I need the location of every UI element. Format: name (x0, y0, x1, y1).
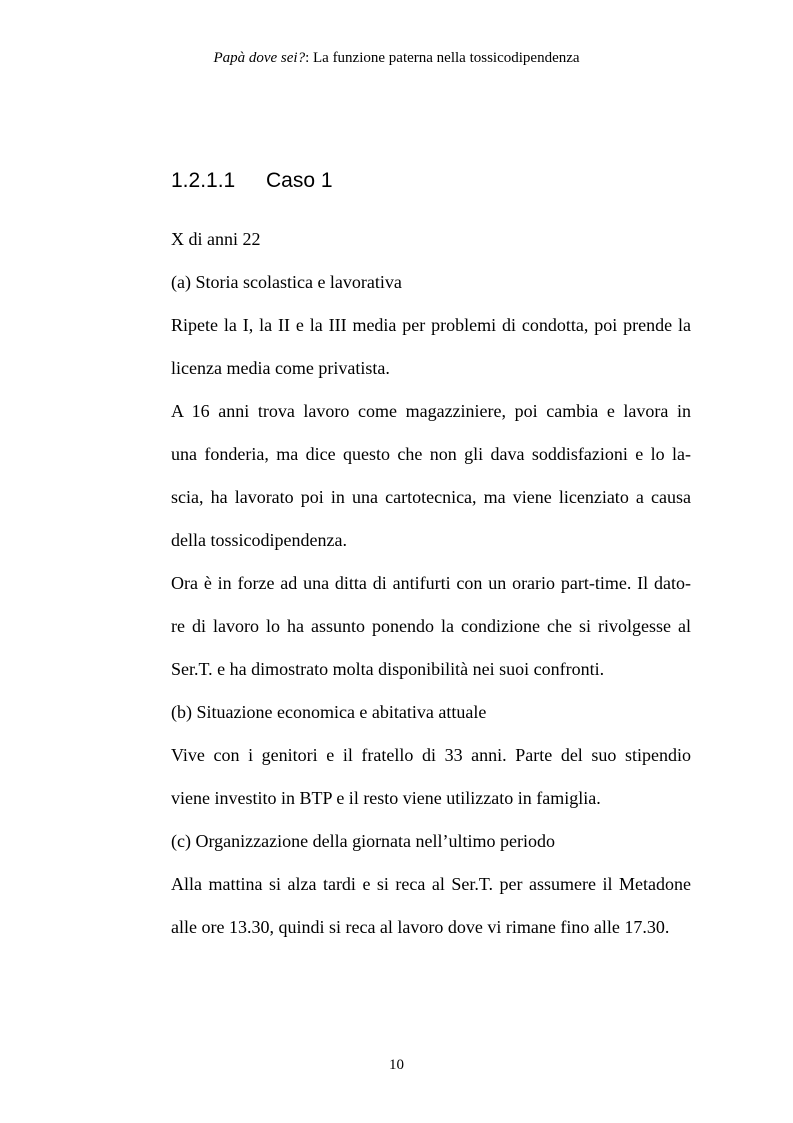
subheading-school-work: (a) Storia scolastica e lavorativa (171, 272, 402, 292)
paragraph-line: A 16 anni trova lavoro come magazziniere, poi cambia e lavora in (171, 401, 691, 421)
paragraph-line: della tossicodipendenza. (171, 530, 347, 550)
paragraph-line: re di lavoro lo ha assunto ponendo la condizione che si rivolgesse al (171, 616, 691, 636)
section-title: Caso 1 (266, 169, 333, 192)
paragraph-line: una fonderia, ma dice questo che non gli dava soddisfazioni e lo la- (171, 444, 691, 464)
subheading-daily-organization: (c) Organizzazione della giornata nell’ultimo periodo (171, 831, 556, 851)
paragraph-line: Ser.T. e ha dimostrato molta disponibilità nei suoi confronti. (171, 659, 605, 679)
paragraph-line: alle ore 13.30, quindi si reca al lavoro dove vi rimane fino alle 17.30. (171, 917, 670, 937)
section-number: 1.2.1.1 (171, 169, 236, 192)
running-header-subtitle: : La funzione paterna nella tossicodipendenza (305, 50, 580, 66)
running-header (0, 49, 793, 67)
paragraph-line: scia, ha lavorato poi in una cartotecnica, ma viene licenziato a causa (171, 487, 691, 507)
paragraph-line: viene investito in BTP e il resto viene utilizzato in famiglia. (171, 788, 601, 808)
subject-line: X di anni 22 (171, 229, 261, 249)
paragraph-line: Ripete la I, la II e la III media per problemi di condotta, poi prende la (171, 315, 691, 335)
subheading-economic-housing: (b) Situazione economica e abitativa attuale (171, 702, 487, 722)
running-header-title: Papà dove sei? (213, 50, 306, 66)
paragraph-line: Alla mattina si alza tardi e si reca al Ser.T. per assumere il Metadone (171, 874, 691, 894)
section-heading (171, 168, 333, 194)
paragraph-line: licenza media come privatista. (171, 358, 390, 378)
page-number: 10 (389, 1057, 404, 1073)
paragraph-line: Vive con i genitori e il fratello di 33 anni. Parte del suo stipendio (171, 745, 691, 765)
paragraph-line: Ora è in forze ad una ditta di antifurti con un orario part-time. Il dato- (171, 573, 691, 593)
body-text (171, 218, 691, 949)
